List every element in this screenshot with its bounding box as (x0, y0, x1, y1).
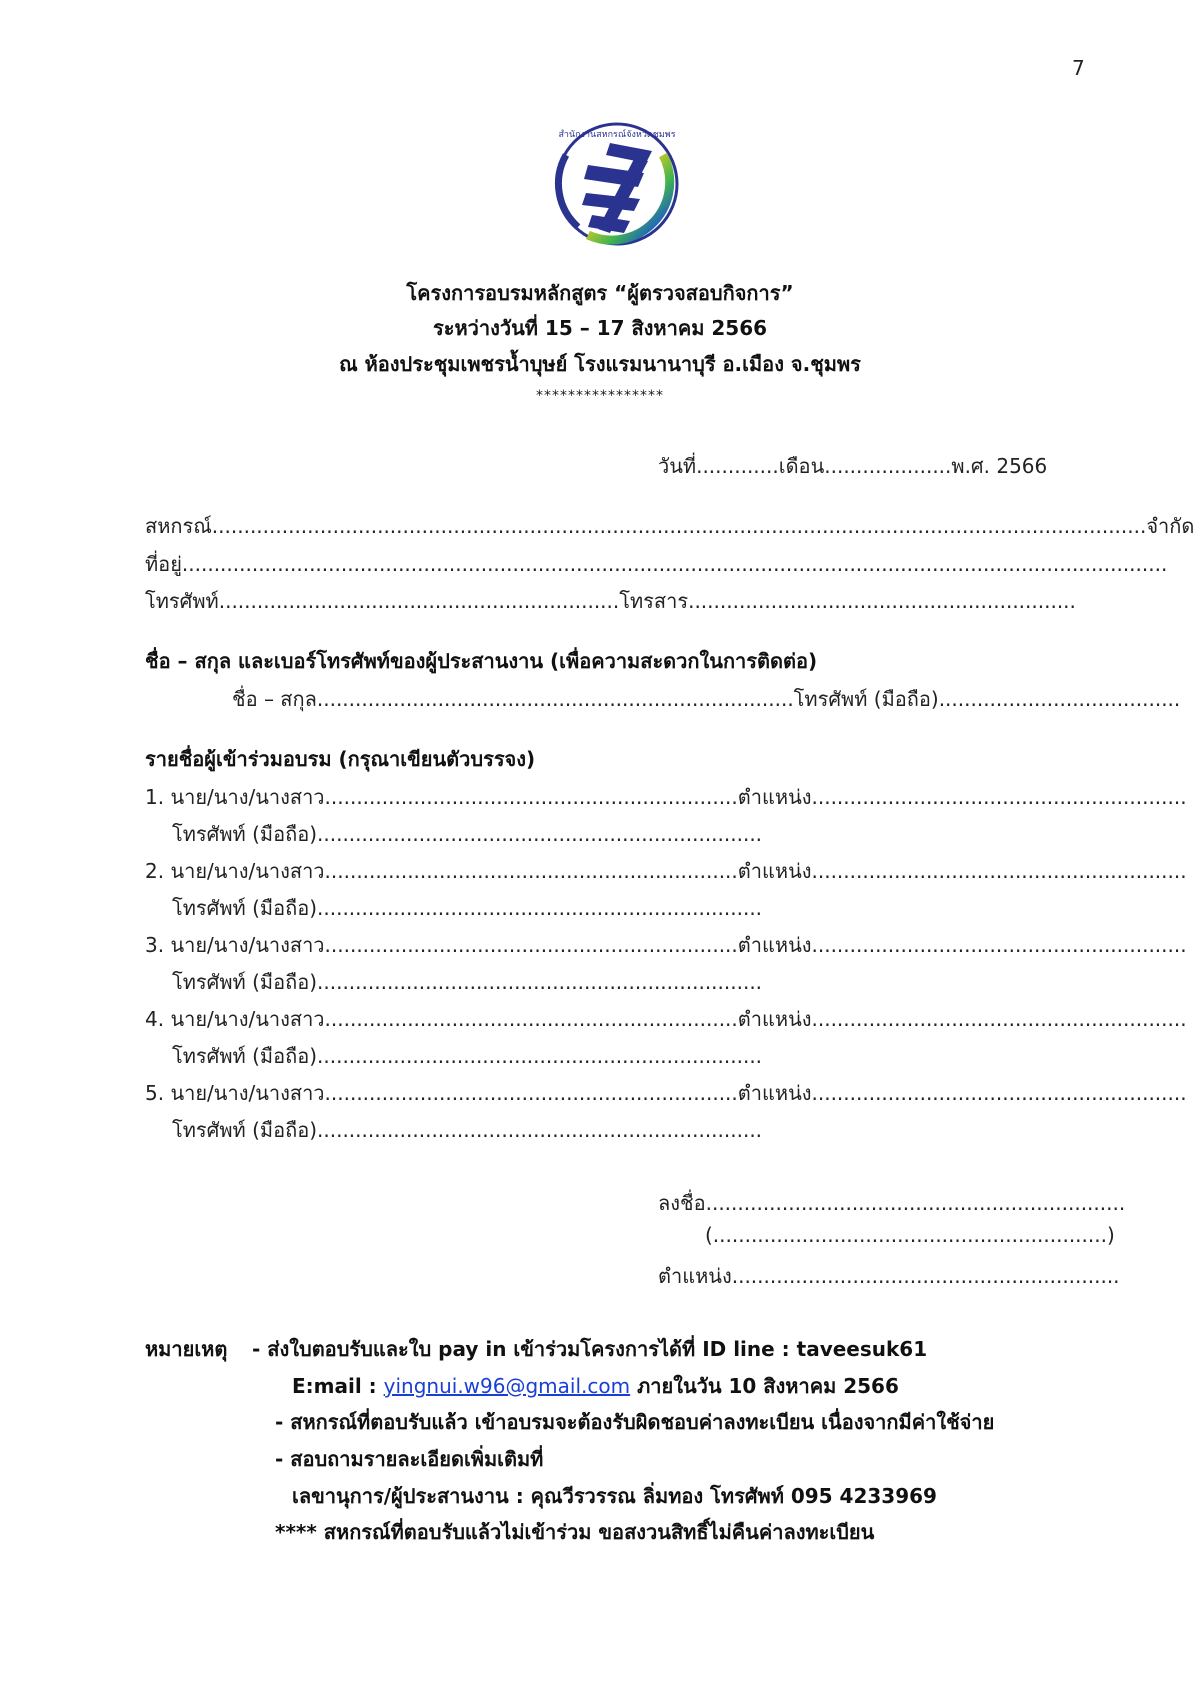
emblem-ring-text: สำนักงานสหกรณ์จังหวัดชุมพร (558, 130, 676, 140)
header-divider-stars: **************** (536, 388, 664, 404)
notes-line-4: - สอบถามรายละเอียดเพิ่มเติมที่ (275, 1447, 544, 1471)
coop-name-line: สหกรณ์...................................................................................................................................................จำกัด (145, 514, 1195, 538)
participant-4-name-line: 4. นาย/นาง/นางสาว.................................................................ตำแหน่ง........................................................... (145, 1007, 1187, 1031)
notes-line-3: - สหกรณ์ที่ตอบรับแล้ว เข้าอบรมจะต้องรับผิดชอบค่าลงทะเบียน เนื่องจากมีค่าใช้จ่าย (275, 1410, 995, 1434)
notes-line-5: เลขานุการ/ผู้ประสานงาน : คุณวีรวรรณ ลิ่มทอง โทรศัพท์ 095 4233969 (292, 1484, 937, 1508)
participant-2-name-line: 2. นาย/นาง/นางสาว.................................................................ตำแหน่ง........................................................... (145, 859, 1187, 883)
coop-phone-fax-line: โทรศัพท์...............................................................โทรสาร............................................................. (145, 589, 1076, 613)
page-number: 7 (1072, 56, 1085, 80)
participant-5-name-line: 5. นาย/นาง/นางสาว.................................................................ตำแหน่ง........................................................... (145, 1081, 1187, 1105)
participant-3-name-line: 3. นาย/นาง/นางสาว.................................................................ตำแหน่ง........................................................... (145, 933, 1187, 957)
header-venue: ณ ห้องประชุมเพชรน้ำบุษย์ โรงแรมนานาบุรี อ.เมือง จ.ชุมพร (339, 352, 861, 376)
signature-line: ลงชื่อ.................................................................. (658, 1191, 1126, 1215)
participant-3-phone-line: โทรศัพท์ (มือถือ)...................................................................... (172, 970, 763, 994)
notes-line-6: **** สหกรณ์ที่ตอบรับแล้วไม่เข้าร่วม ขอสงวนสิทธิ์ไม่คืนค่าลงทะเบียน (275, 1520, 875, 1544)
signature-position-line: ตำแหน่ง............................................................. (658, 1264, 1120, 1288)
cooperative-office-emblem-icon (548, 115, 686, 253)
participant-4-phone-line: โทรศัพท์ (มือถือ)...................................................................... (172, 1044, 763, 1068)
participant-2-phone-line: โทรศัพท์ (มือถือ)...................................................................... (172, 896, 763, 920)
participant-5-phone-line: โทรศัพท์ (มือถือ)...................................................................... (172, 1118, 763, 1142)
coordinator-line: ชื่อ – สกุล...........................................................................โทรศัพท์ (มือถือ)...................................... (232, 687, 1181, 711)
date-line: วันที่.............เดือน....................พ.ศ. 2566 (658, 454, 1048, 478)
signature-name-parentheses: (..............................................................) (705, 1223, 1115, 1247)
coordinator-heading: ชื่อ – สกุล และเบอร์โทรศัพท์ของผู้ประสานงาน (เพื่อความสะดวกในการติดต่อ) (145, 649, 818, 673)
notes-email-suffix: ภายในวัน 10 สิงหาคม 2566 (630, 1374, 899, 1398)
header-dates: ระหว่างวันที่ 15 – 17 สิงหาคม 2566 (432, 316, 768, 340)
email-link[interactable]: yingnui.w96@gmail.com (383, 1374, 631, 1398)
participant-1-name-line: 1. นาย/นาง/นางสาว.................................................................ตำแหน่ง........................................................... (145, 785, 1187, 809)
coop-address-line: ที่อยู่........................................................................................................................................................... (145, 552, 1168, 576)
notes-label: หมายเหตุ (145, 1337, 228, 1361)
notes-email-line (292, 1370, 899, 1402)
notes-line-1: - ส่งใบตอบรับและใบ pay in เข้าร่วมโครงการได้ที่ ID line : taveesuk61 (252, 1337, 928, 1361)
participants-heading: รายชื่อผู้เข้าร่วมอบรม (กรุณาเขียนตัวบรรจง) (145, 747, 536, 771)
participant-1-phone-line: โทรศัพท์ (มือถือ)...................................................................... (172, 822, 763, 846)
header-title: โครงการอบรมหลักสูตร “ผู้ตรวจสอบกิจการ” (406, 281, 794, 305)
notes-email-prefix: E:mail : (292, 1374, 384, 1398)
